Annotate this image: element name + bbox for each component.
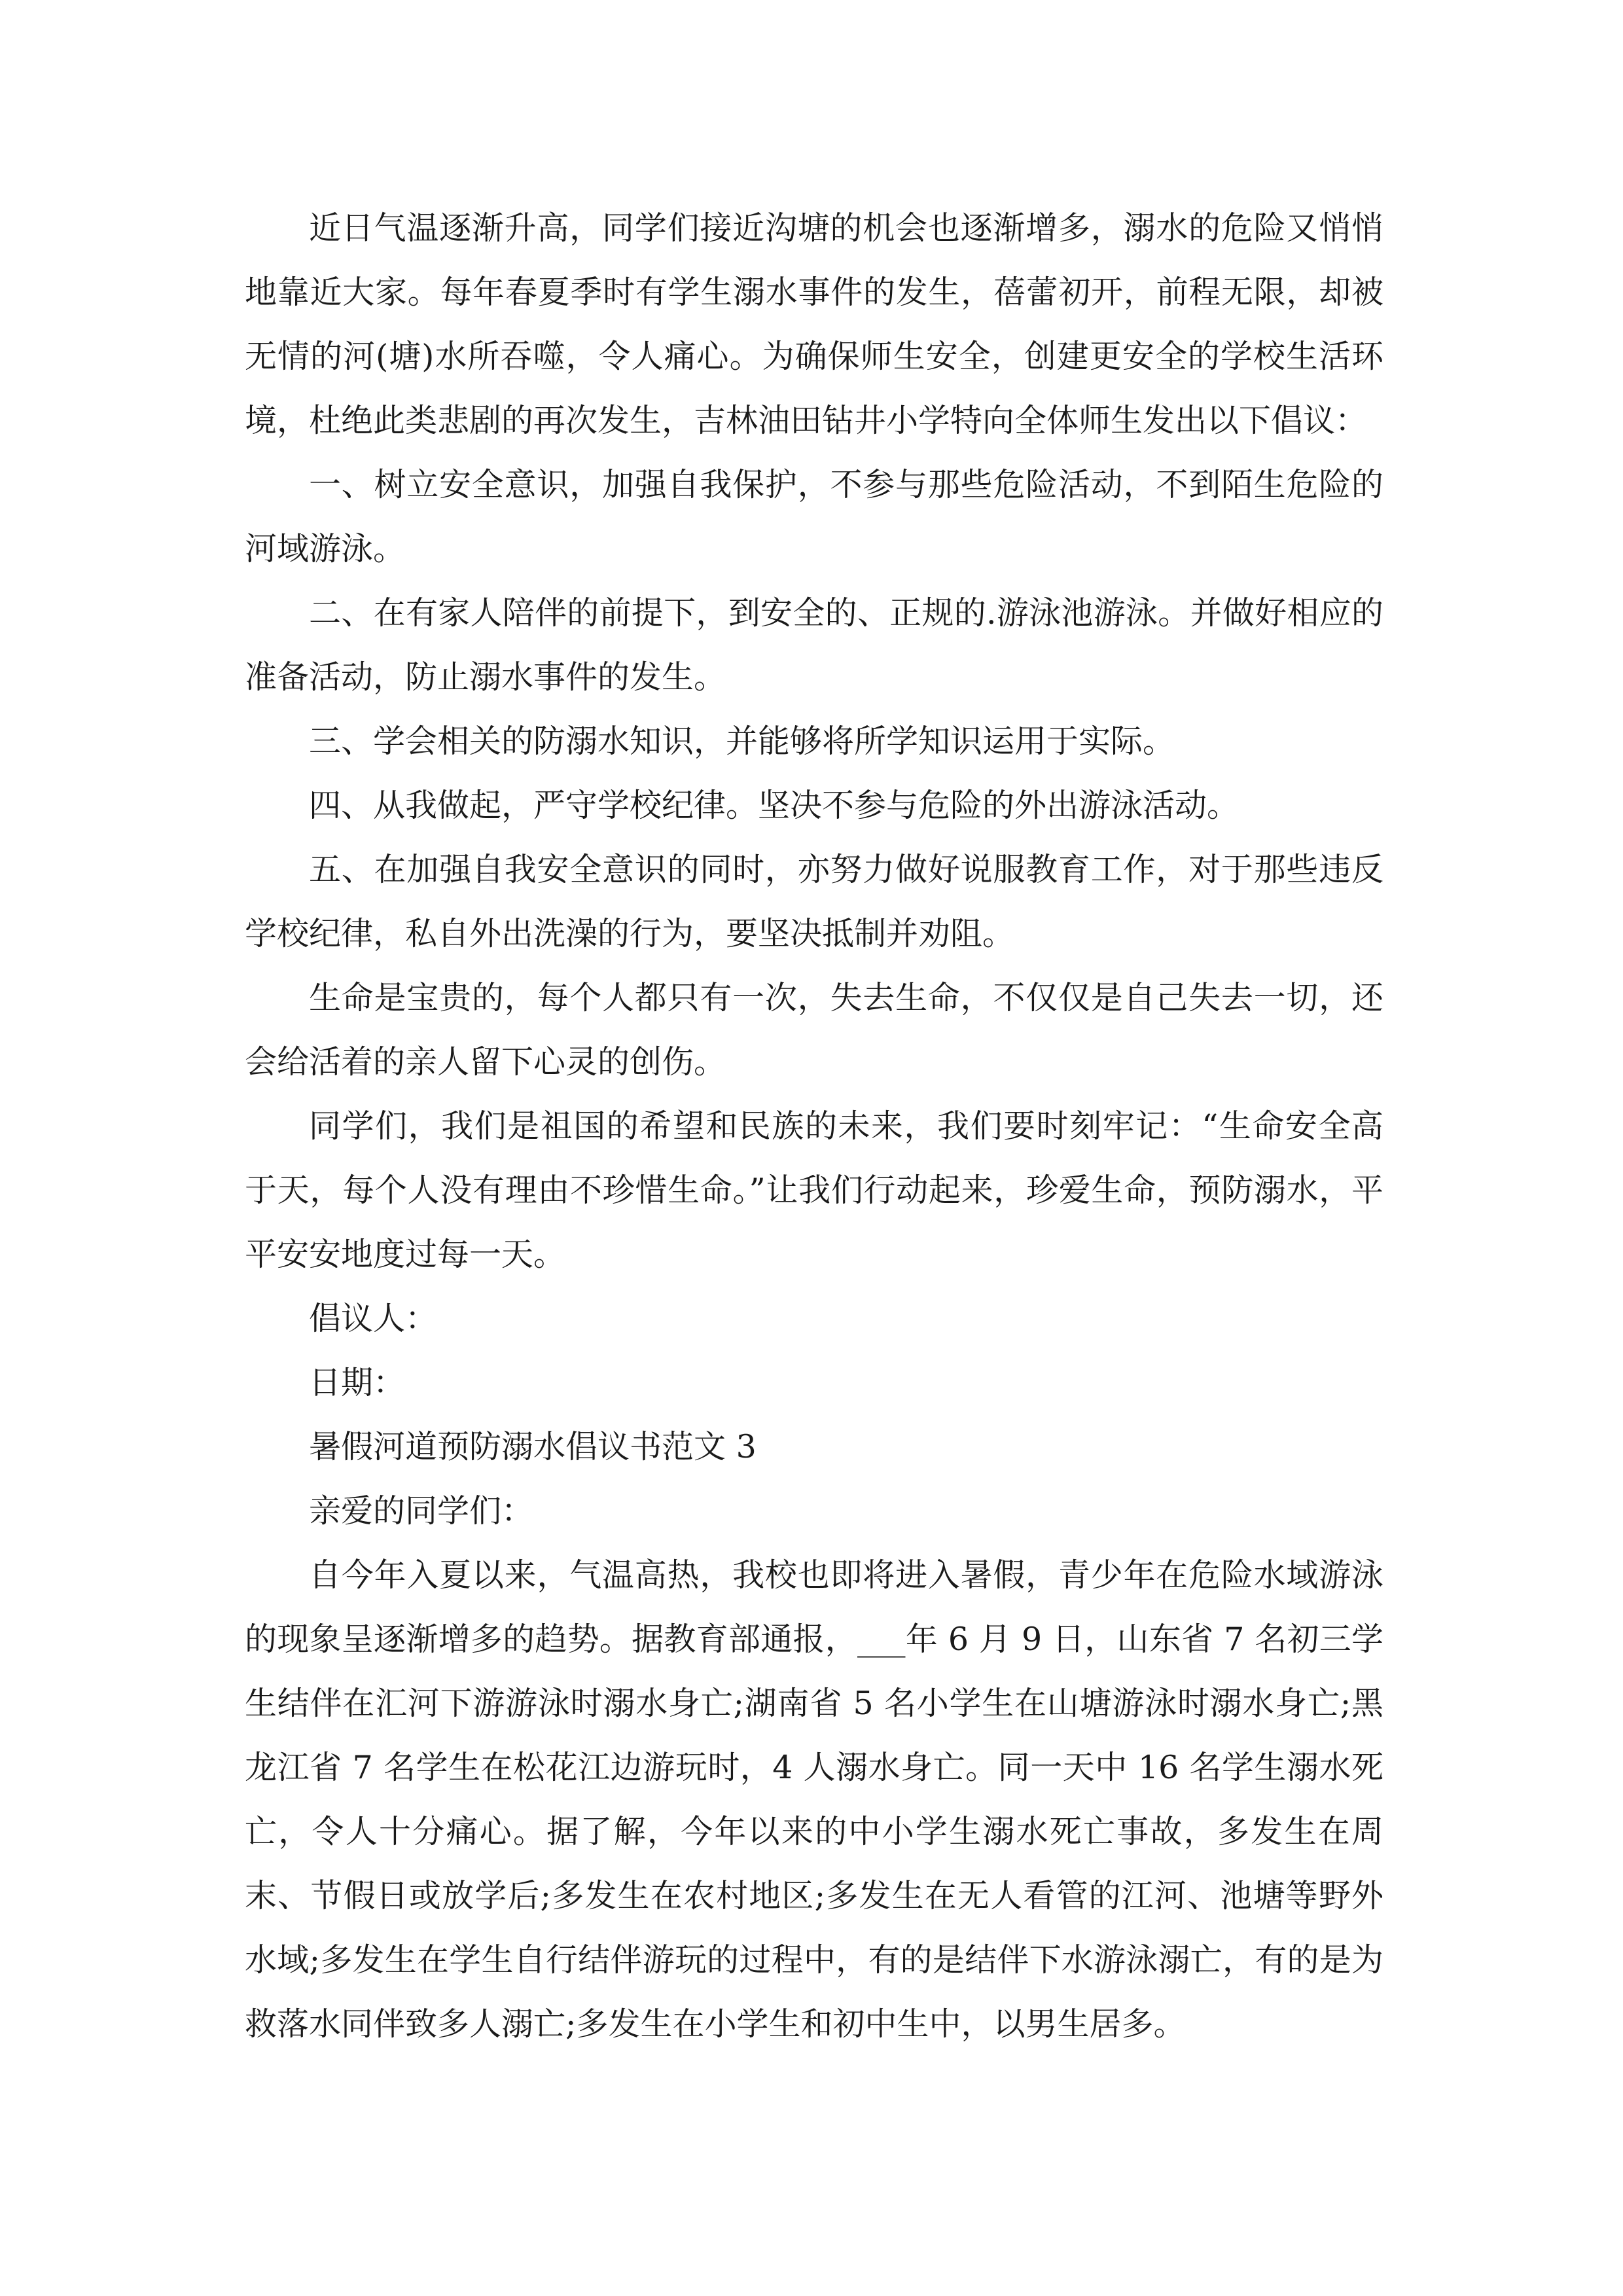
date-label: 日期： xyxy=(309,1364,406,1401)
paragraph-item-5: 五、在加强自我安全意识的同时，亦努力做好说服教育工作，对于那些违反学校纪律，私自外出洗澡的行为，要坚决抵制并劝阻。 xyxy=(245,851,1383,952)
paragraph-item-4: 四、从我做起，严守学校纪律。坚决不参与危险的外出游泳活动。 xyxy=(309,787,1240,824)
document-body xyxy=(245,196,1383,2056)
paragraph-item-2: 二、在有家人陪伴的前提下，到安全的、正规的.游泳池游泳。并做好相应的准备活动，防止溺水事件的发生。 xyxy=(245,594,1383,696)
paragraph-item-1: 一、树立安全意识，加强自我保护，不参与那些危险活动，不到陌生危险的河域游泳。 xyxy=(245,466,1383,567)
paragraph-intro: 近日气温逐渐升高，同学们接近沟塘的机会也逐渐增多，溺水的危险又悄悄地靠近大家。每年春夏季时有学生溺水事件的发生，蓓蕾初开，前程无限，却被无情的河(塘)水所吞噬，令人痛心。为确保师生安全，创建更安全的学校生活环境，杜绝此类悲剧的再次发生，吉林油田钻井小学特向全体师生发出以下倡议： xyxy=(245,209,1383,439)
section-title: 暑假河道预防溺水倡议书范文 3 xyxy=(309,1428,757,1465)
paragraph-report: 自今年入夏以来，气温高热，我校也即将进入暑假，青少年在危险水域游泳的现象呈逐渐增多的趋势。据教育部通报，___年 6 月 9 日，山东省 7 名初三学生结伴在汇河下游游泳时溺水身亡;湖南省 5 名小学生在山塘游泳时溺水身亡;黑龙江省 7 名学生在松花江边游玩时，4 人溺水身亡。同一天中 16 名学生溺水死亡，令人十分痛心。据了解，今年以来的中小学生溺水死亡事故，多发生在周末、节假日或放学后;多发生在农村地区;多发生在无人看管的江河、池塘等野外水域;多发生在学生自行结伴游玩的过程中，有的是结伴下水游泳溺亡，有的是为救落水同伴致多人溺亡;多发生在小学生和初中生中，以男生居多。 xyxy=(245,1556,1383,2043)
paragraph-item-3: 三、学会相关的防溺水知识，并能够将所学知识运用于实际。 xyxy=(309,723,1175,760)
initiator-label: 倡议人： xyxy=(309,1300,438,1337)
salutation: 亲爱的同学们： xyxy=(309,1492,534,1530)
paragraph-life: 生命是宝贵的，每个人都只有一次，失去生命，不仅仅是自己失去一切，还会给活着的亲人留下心灵的创伤。 xyxy=(245,979,1383,1081)
paragraph-appeal: 同学们，我们是祖国的希望和民族的未来，我们要时刻牢记：“生命安全高于天，每个人没有理由不珍惜生命。”让我们行动起来，珍爱生命，预防溺水，平平安安地度过每一天。 xyxy=(245,1107,1383,1273)
